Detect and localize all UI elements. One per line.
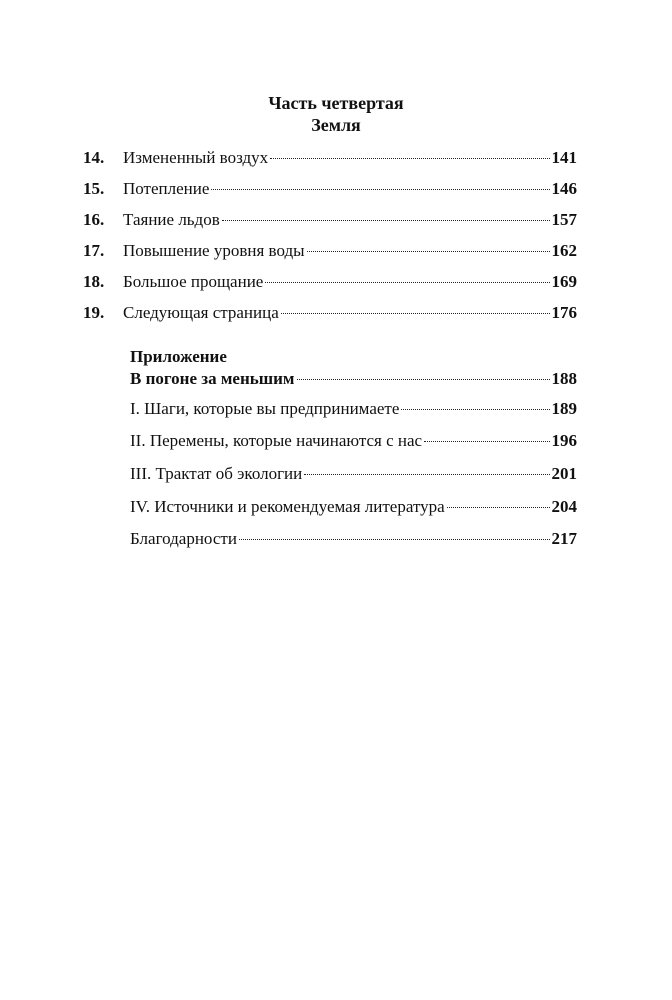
chapter-title: Большое прощание: [123, 272, 264, 291]
page-number: 189: [551, 399, 577, 418]
toc-entry-chapter-17[interactable]: [83, 240, 577, 262]
page-number: 204: [551, 497, 577, 516]
appendix-item-title: III. Трактат об экологии: [130, 464, 303, 483]
dot-leader: [401, 409, 549, 410]
chapter-title: Измененный воздух: [123, 148, 269, 167]
appendix-item-title: Благодарности: [130, 529, 237, 548]
page-number: 176: [551, 303, 577, 322]
toc-entry-appendix-4[interactable]: [130, 496, 577, 518]
page-number: 201: [551, 464, 577, 483]
dot-leader: [297, 379, 550, 380]
chapter-number: 16.: [83, 210, 105, 229]
toc-entry-appendix[interactable]: [130, 368, 577, 390]
page-number: 141: [551, 148, 577, 167]
chapter-number: 17.: [83, 241, 105, 260]
dot-leader: [304, 474, 549, 475]
dot-leader: [265, 282, 549, 283]
toc-entry-chapter-15[interactable]: [83, 178, 577, 200]
page-number: 188: [551, 369, 577, 388]
toc-entry-chapter-16[interactable]: [83, 209, 577, 231]
chapter-title: Потепление: [123, 179, 210, 198]
toc-entry-chapter-18[interactable]: [83, 271, 577, 293]
page-number: 196: [551, 431, 577, 450]
dot-leader: [447, 507, 550, 508]
appendix-title: В погоне за меньшим: [130, 369, 295, 388]
appendix-item-title: IV. Источники и рекомендуемая литература: [130, 497, 445, 516]
dot-leader: [222, 220, 550, 221]
chapter-title: Повышение уровня воды: [123, 241, 305, 260]
dot-leader: [281, 313, 550, 314]
chapter-number: 18.: [83, 272, 105, 291]
toc-entry-appendix-1[interactable]: [130, 398, 577, 420]
toc-entry-chapter-19[interactable]: [83, 302, 577, 324]
chapter-number: 15.: [83, 179, 105, 198]
chapter-number: 19.: [83, 303, 105, 322]
dot-leader: [307, 251, 550, 252]
part-title: Земля: [311, 115, 361, 135]
page-number: 169: [551, 272, 577, 291]
dot-leader: [424, 441, 549, 442]
toc-entry-appendix-2[interactable]: [130, 430, 577, 452]
page-number: 157: [551, 210, 577, 229]
toc-entry-acknowledgements[interactable]: [130, 528, 577, 550]
appendix-heading: Приложение: [130, 347, 227, 366]
appendix-item-title: II. Перемены, которые начинаются с нас: [130, 431, 423, 450]
part-label: Часть четвертая: [268, 93, 404, 113]
chapter-title: Таяние льдов: [123, 210, 220, 229]
appendix-item-title: I. Шаги, которые вы предпринимаете: [130, 399, 400, 418]
chapter-title: Следующая страница: [123, 303, 279, 322]
toc-entry-appendix-3[interactable]: [130, 463, 577, 485]
page-number: 162: [551, 241, 577, 260]
chapter-number: 14.: [83, 148, 105, 167]
page-number: 146: [551, 179, 577, 198]
dot-leader: [270, 158, 549, 159]
dot-leader: [211, 189, 549, 190]
dot-leader: [239, 539, 550, 540]
page-number: 217: [551, 529, 577, 548]
toc-entry-chapter-14[interactable]: [83, 147, 577, 169]
